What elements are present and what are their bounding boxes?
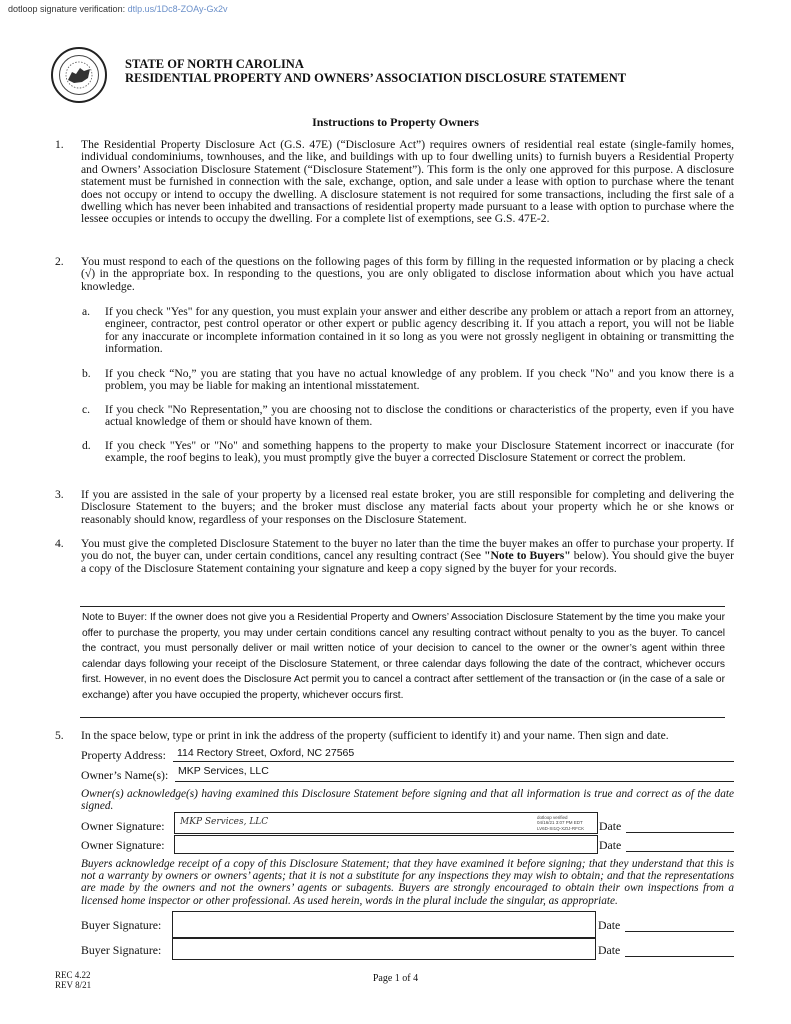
owner-date-field-2[interactable] bbox=[626, 836, 734, 852]
buyer-acknowledgment: Buyers acknowledge receipt of a copy of this Disclosure Statement; that they have examined it before signing; that they understand that this is not a warranty by owners or owners’ agents; that it is not a substitute for any inspections they may wish to obtain; and that the representations are made by the owners and not the owners’ agents or subagents. Buyers are strongly encouraged to obtain their own inspections from a licensed home inspector or other professional. As used herein, words in the plural include the singular, as appropriate. bbox=[81, 858, 734, 907]
item-2c-text: If you check "No Representation,” you are choosing not to disclose the conditions or characteristics of the property, even if you have actual knowledge of them or should have known of them. bbox=[105, 403, 734, 429]
property-address-label: Property Address: bbox=[81, 748, 166, 762]
item-2b-text: If you check “No,” you are stating that you have no actual knowledge of any problem. If you check "No" and you know there is a problem, you may be liable for making an intentional misstatement. bbox=[105, 367, 734, 393]
verification-label: dotloop signature verification: bbox=[8, 4, 126, 14]
buyer-signature-box-2[interactable] bbox=[172, 938, 596, 960]
item-2d-text: If you check "Yes" or "No" and something happens to the property to make your Disclosure Statement incorrect or inaccurate (for example, the roof begins to leak), you must promptly give the buyer a corrected Disclosure Statement or correct the problem. bbox=[105, 439, 734, 465]
owner-date-field-1[interactable] bbox=[626, 817, 734, 833]
dotloop-verification bbox=[8, 4, 227, 14]
item-5-number: 5. bbox=[55, 729, 64, 742]
dotloop-certificate bbox=[537, 815, 584, 831]
form-code-number: REC 4.22 bbox=[55, 970, 91, 980]
owner-signature-2-label: Owner Signature: bbox=[81, 838, 165, 852]
buyer-signature-label-1: Buyer Signature: bbox=[81, 918, 162, 932]
item-4-text bbox=[81, 538, 734, 575]
item-4-text-c: below). You should give the buyer a copy of the Disclosure Statement containing your signature and keep a copy signed by the buyer for your records. bbox=[81, 549, 734, 575]
item-5-text: In the space below, type or print in ink the address of the property (sufficient to identify it) and your name. Then sign and date. bbox=[81, 729, 669, 742]
property-address-value: 114 Rectory Street, Oxford, NC 27565 bbox=[177, 747, 355, 759]
buyer-date-field-2[interactable] bbox=[625, 941, 734, 957]
owner-signature-script: MKP Services, LLC bbox=[180, 817, 269, 827]
nc-real-estate-commission-seal-icon bbox=[51, 47, 107, 103]
item-2d-letter: d. bbox=[82, 439, 91, 452]
cert-line-3: LV6D-SI1Q-XZIJ-RFCK bbox=[537, 825, 585, 831]
owner-signature-2-box[interactable] bbox=[174, 835, 598, 854]
form-revision: REV 8/21 bbox=[55, 980, 92, 990]
owner-signature-label: Owner Signature: bbox=[81, 819, 165, 833]
item-3-number: 3. bbox=[55, 488, 64, 501]
owner-date-label-1: Date bbox=[599, 819, 622, 833]
item-4-note-ref: "Note to Buyers" bbox=[484, 549, 571, 563]
item-2-text: You must respond to each of the questions on the following pages of this form by filling in the requested information or by placing a check (√) in the appropriate box. In responding to the questions, you are only obligated to disclose information about which you have actual knowledge. bbox=[81, 255, 734, 293]
item-4-text-a: You must give the completed Disclosure Statement to the buyer no later than the time the buyer makes an offer to purchase your property. If you do not, the buyer can, under certain conditions, cancel any resulting contract (See bbox=[81, 537, 734, 563]
verification-link[interactable]: dtlp.us/1Dc8-ZOAy-Gx2v bbox=[127, 4, 228, 14]
owner-names-value: MKP Services, LLC bbox=[178, 765, 269, 777]
buyer-date-label-1: Date bbox=[598, 918, 621, 932]
item-2a-text: If you check "Yes" for any question, you must explain your answer and either describe any problem or attach a report from an attorney, engineer, contractor, pest control operator or other expert or public agency describing it. If you attach a report, you will not be liable for any inaccurate or incomplete information contained in it so long as you were not grossly negligent in obtaining or transmitting the information. bbox=[105, 305, 734, 356]
item-2c-letter: c. bbox=[82, 403, 91, 416]
buyer-date-label-2: Date bbox=[598, 943, 621, 957]
item-2-number: 2. bbox=[55, 255, 64, 268]
owner-names-label: Owner’s Name(s): bbox=[81, 768, 169, 782]
buyer-signature-label-2: Buyer Signature: bbox=[81, 943, 162, 957]
item-3-text: If you are assisted in the sale of your property by a licensed real estate broker, you are still responsible for completing and delivering the Disclosure Statement to the buyers; and the broker must disclose any material facts about your property which he or she knows or reasonably should know, regardless of your responses on the Disclosure Statement. bbox=[81, 488, 734, 526]
owner-date-label-2: Date bbox=[599, 838, 622, 852]
owner-acknowledgment: Owner(s) acknowledge(s) having examined this Disclosure Statement before signing and that all information is true and correct as of the date signed. bbox=[81, 788, 734, 813]
item-1-number: 1. bbox=[55, 138, 64, 151]
item-2b-letter: b. bbox=[82, 367, 91, 380]
item-1-text: The Residential Property Disclosure Act (G.S. 47E) (“Disclosure Act”) requires owners of residential real estate (single-family homes, individual condominiums, townhouses, and the like, and buildings with up to four dwelling units) to furnish buyers a Residential Property and Owners’ Association Disclosure Statement (“Disclosure Statement”). This form is the only one approved for this purpose. A disclosure statement must be furnished in connection with the sale, exchange, option, and sale under a lease with option to purchase where the tenant does not occupy or intend to occupy the dwelling. A disclosure statement is not required for some transactions, including the first sale of a dwelling which has never been inhabited and transactions of residential property made pursuant to a lease with option to purchase where the lessee occupies or intends to occupy the dwelling. For a complete list of exemptions, see G.S. 47E-2. bbox=[81, 138, 734, 226]
buyer-date-field-1[interactable] bbox=[625, 916, 734, 932]
buyer-signature-box-1[interactable] bbox=[172, 911, 596, 938]
note-to-buyer-text: Note to Buyer: If the owner does not give you a Residential Property and Owners’ Association Disclosure Statement by the time you make your offer to purchase the property, you may under certain conditions cancel any resulting contract without penalty to you as the buyer. To cancel the contract, you must personally deliver or mail written notice of your decision to cancel to the owner or the owner’s agent within three calendar days following your receipt of the Disclosure Statement, or three calendar days following the date of the contract, whichever occurs first. However, in no event does the Disclosure Act permit you to cancel a contract after settlement of the transaction or (in the case of a sale or exchange) after you have occupied the property, whichever occurs first. bbox=[82, 612, 725, 701]
header-title: RESIDENTIAL PROPERTY AND OWNERS’ ASSOCIATION DISCLOSURE STATEMENT bbox=[125, 71, 627, 85]
item-2a-letter: a. bbox=[82, 305, 91, 318]
header-state: STATE OF NORTH CAROLINA bbox=[125, 57, 304, 71]
cert-line-1: dotloop verified bbox=[537, 815, 568, 820]
form-header bbox=[125, 57, 626, 85]
item-4-number: 4. bbox=[55, 537, 64, 550]
cert-line-2: 04/16/21 3:07 PM EDT bbox=[537, 820, 583, 826]
page-number: Page 1 of 4 bbox=[372, 973, 419, 984]
instructions-title: Instructions to Property Owners bbox=[312, 115, 479, 129]
